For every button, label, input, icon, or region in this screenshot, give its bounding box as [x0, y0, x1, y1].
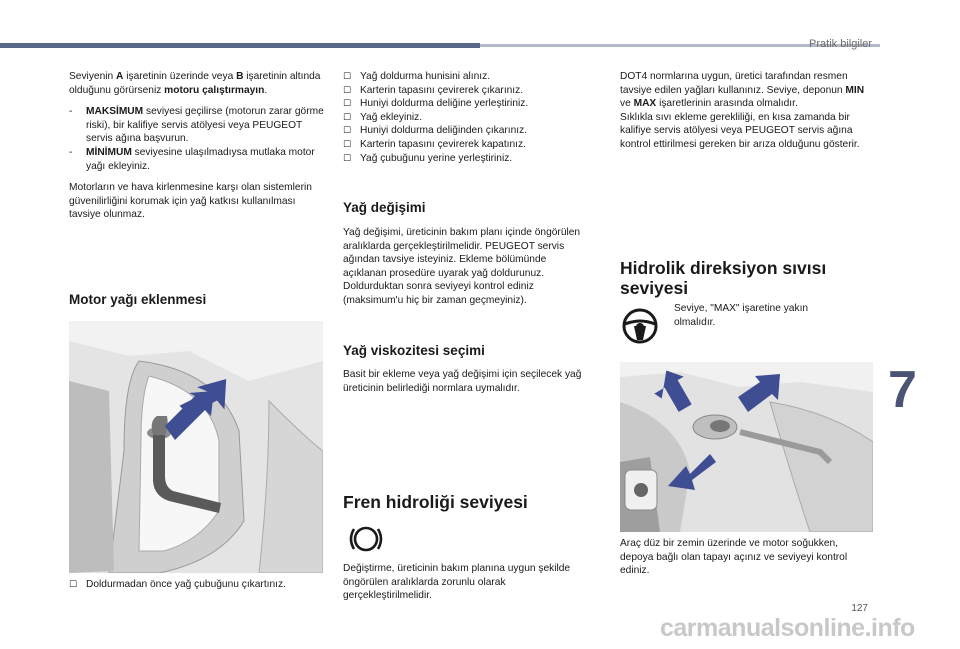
dot4-text-c: ve: [620, 98, 634, 110]
column-2-bullets: [343, 70, 593, 165]
mark-b: B: [236, 71, 244, 82]
bullet-glyph: ☐: [343, 84, 352, 95]
steering-reservoir-photo: [620, 362, 873, 532]
heading-viscosity: Yağ viskozitesi seçimi: [343, 343, 485, 358]
dot4-paragraph: [620, 70, 865, 111]
column-1-bottom: [69, 578, 329, 592]
column-3-top: [620, 70, 865, 160]
additive-paragraph: Motorların ve hava kirlenmesine karşı olan sistemlerin güvenilirliğini korumak için yağ katkısı kullanılması tavsiye olunmaz.: [69, 182, 312, 221]
bullet-glyph: ☐: [69, 579, 78, 589]
brake-warning-icon: [346, 523, 386, 555]
header-bar-dark: [0, 43, 480, 48]
oil-filler-illustration: [69, 321, 323, 573]
intro-paragraph: [69, 70, 324, 97]
bullet-glyph: ☐: [343, 71, 352, 81]
step-text: Yağ doldurma hunisini alınız.: [360, 71, 491, 82]
bullet-step-1: [343, 70, 593, 84]
watermark: carmanualsonline.info: [660, 614, 915, 642]
bullet-text: Doldurmadan önce yağ çubuğunu çıkartınız.: [86, 579, 286, 590]
steering-reservoir-illustration: [620, 362, 873, 532]
step-text: Karterin tapasını çevirerek çıkarınız.: [360, 84, 524, 96]
heading-brake-fluid: Fren hidroliği seviyesi: [343, 492, 528, 512]
intro-text-a: Seviyenin: [69, 71, 117, 82]
bullet-glyph: ☐: [343, 152, 352, 163]
step-text: Yağ ekleyiniz.: [360, 111, 423, 123]
viscosity-text: Basit bir ekleme veya yağ değişimi için seçilecek yağ üreticinin belirlediği normlara uymalıdır.: [343, 369, 582, 394]
intro-text-c: işaretinin üzerinde veya: [123, 71, 237, 82]
bullet-remove-dipstick: [69, 578, 329, 592]
step-text: Karterin tapasını çevirerek kapatınız.: [360, 138, 526, 150]
steering-wheel-icon: [620, 306, 660, 346]
dash-bullet: -: [69, 146, 73, 158]
page-number: 127: [851, 603, 868, 614]
dot4-text-a: DOT4 normlarına uygun, üretici tarafından resmen tavsiye edilen yağları kullanınız. Seviye, deponun: [620, 71, 848, 96]
maximum-text: seviyesi geçilirse (motorun zarar görme riski), bir kalifiye servis atölyesi veya PEUGEOT servis ağına başvurun.: [86, 106, 324, 145]
maximum-label: MAKSİMUM: [86, 106, 144, 118]
step-text: Huniyi doldurma deliğinden çıkarınız.: [360, 125, 528, 137]
oil-change-text: Yağ değişimi, üreticinin bakım planı içinde öngörülen aralıklarda gerçekleştirilmelidir. PEUGEOT servis ağından tavsiye isteyiniz. Ekleme bölümünde açıklanan prosedüre uyarak yağ doldurunuz. Doldurduktan sonra seviyeyi kontrol ediniz (maksimum'u hiç bir zaman geçmeyiniz).: [343, 227, 581, 306]
bullet-step-6: [343, 138, 593, 152]
bullet-step-3: [343, 97, 593, 111]
do-not-start-engine: motoru çalıştırmayın: [164, 84, 265, 96]
mark-a: A: [116, 71, 124, 82]
brake-text: Değiştirme, üreticinin bakım planına uygun şekilde öngörülen aralıklarda zorunlu olarak gerçekleştirilmelidir.: [343, 563, 571, 602]
step-text: Yağ çubuğunu yerine yerleştiriniz.: [360, 152, 513, 164]
min-label: MIN: [845, 84, 865, 96]
minimum-label: MİNİMUM: [86, 146, 132, 158]
minimum-text: seviyesine ulaşılmadıysa mutlaka motor yağı ekleyiniz.: [86, 146, 315, 172]
heading-motor-oil-add: Motor yağı eklenmesi: [69, 292, 207, 307]
intro-text-e: işaretinin altında olduğunu görürseniz: [69, 71, 321, 96]
column-1: [69, 70, 324, 230]
bullet-glyph: ☐: [343, 125, 352, 136]
dash-bullet: -: [69, 106, 73, 118]
chapter-number: 7: [888, 361, 917, 419]
step-text: Huniyi doldurma deliğine yerleştiriniz.: [360, 98, 529, 110]
bullet-step-4: [343, 111, 593, 125]
frequent-refill-paragraph: Sıklıkla sıvı ekleme gerekliliği, en kısa zamanda bir kalifiye servis atölyesi veya PEUGEOT servis ağına kontrol ettirilmesi gereken bir arıza olduğunu gösterir.: [620, 111, 860, 150]
bullet-glyph: ☐: [343, 111, 352, 122]
list-item-maximum: [69, 105, 324, 146]
bullet-step-7: [343, 152, 593, 166]
intro-text-g: .: [264, 84, 268, 96]
max-label: MAX: [633, 98, 657, 110]
heading-power-steering: Hidrolik direksiyon sıvısı seviyesi: [620, 258, 827, 298]
steering-level-text: Seviye, "MAX" işaretine yakın olmalıdır.: [674, 303, 809, 328]
section-title: Pratik bilgiler: [809, 38, 872, 50]
bullet-glyph: ☐: [343, 98, 352, 109]
list-item-minimum: [69, 146, 324, 173]
bullet-step-5: [343, 124, 593, 138]
bullet-glyph: ☐: [343, 138, 352, 149]
steering-check-text: Araç düz bir zemin üzerinde ve motor soğukken, depoya bağlı olan tapayı açınız ve seviyeyi kontrol ediniz.: [620, 538, 848, 577]
bullet-step-2: [343, 84, 593, 98]
heading-oil-change: Yağ değişimi: [343, 200, 426, 215]
dot4-text-e: işaretlerinin arasında olmalıdır.: [656, 98, 798, 110]
oil-filler-photo: [69, 321, 323, 573]
